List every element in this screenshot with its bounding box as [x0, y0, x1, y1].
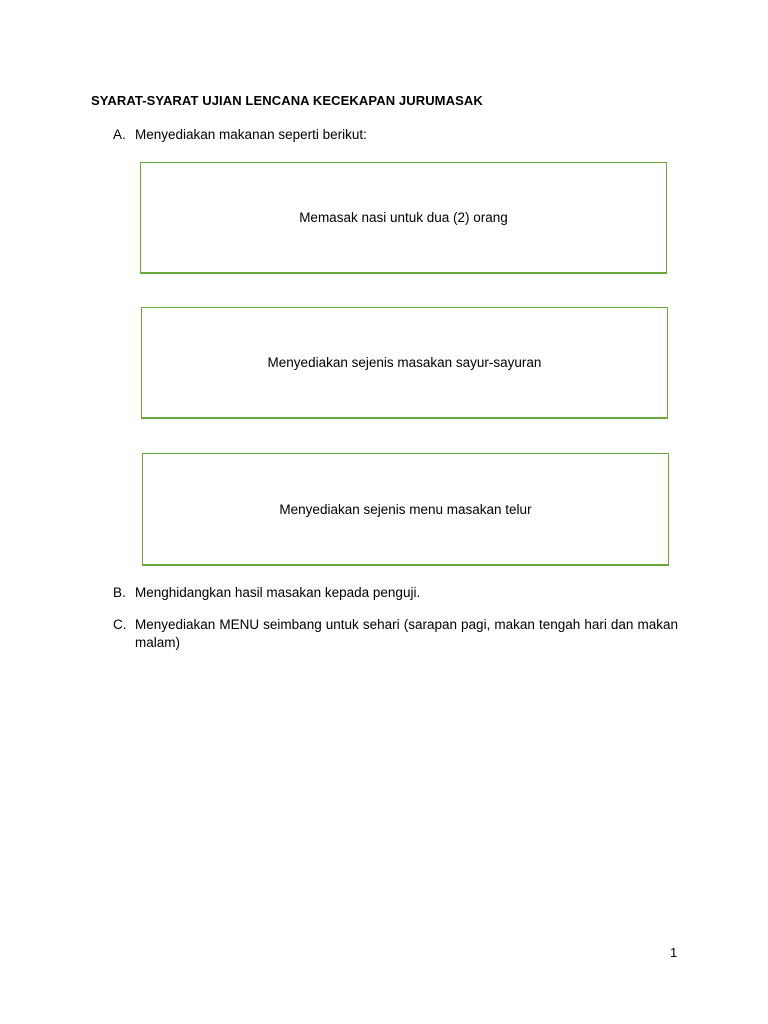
box-text: Memasak nasi untuk dua (2) orang: [299, 210, 508, 225]
box-text: Menyediakan sejenis masakan sayur-sayuran: [267, 355, 542, 370]
item-text: Menyediakan MENU seimbang untuk sehari (sarapan pagi, makan tengah hari dan makan malam): [135, 617, 678, 650]
requirement-box-vegetables: [141, 307, 668, 419]
item-marker: C.: [113, 617, 127, 632]
requirement-box-egg: [142, 453, 669, 566]
requirement-item-c: [113, 616, 678, 652]
requirement-item-a: [113, 126, 678, 144]
item-text: Menghidangkan hasil masakan kepada penguji.: [135, 585, 421, 600]
requirement-box-rice: [140, 162, 667, 274]
item-marker: B.: [113, 585, 126, 600]
box-text: Menyediakan sejenis menu masakan telur: [279, 501, 532, 517]
item-text: Menyediakan makanan seperti berikut:: [135, 127, 367, 142]
page-number: 1: [670, 945, 678, 960]
item-marker: A.: [113, 127, 126, 142]
requirement-item-b: [113, 584, 678, 602]
page-title: SYARAT-SYARAT UJIAN LENCANA KECEKAPAN JURUMASAK: [91, 93, 483, 108]
